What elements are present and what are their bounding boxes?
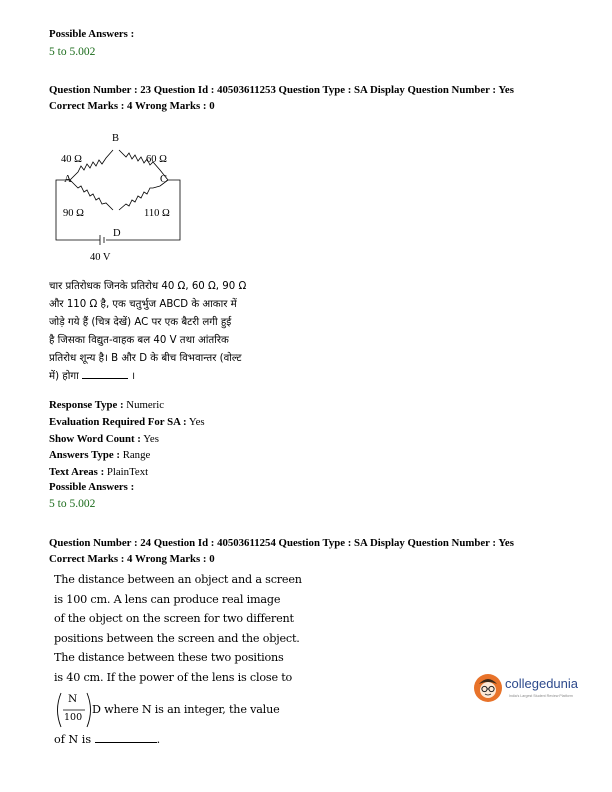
answer-blank	[82, 370, 128, 379]
q23-question-body	[49, 278, 299, 386]
meta-value: Range	[122, 449, 151, 462]
q24-line: The distance between these two positions	[54, 651, 284, 665]
q24-question-body	[54, 570, 304, 688]
q24-fraction-line	[54, 690, 314, 730]
q23-circuit-diagram	[50, 124, 190, 264]
q23-line: चार प्रतिरोधक जिनके प्रतिरोध 40 Ω, 60 Ω, 90 Ω	[49, 281, 247, 292]
meta-label: Text Areas :	[49, 466, 105, 479]
q24-header-line1: Question Number : 24 Question Id : 40503611254 Question Type : SA Display Question Number : Yes	[49, 537, 514, 549]
fraction-numerator: N	[68, 693, 78, 705]
collegedunia-logo	[473, 670, 601, 706]
node-c-label: C	[160, 174, 168, 185]
meta-row	[49, 397, 205, 414]
node-a-label: A	[64, 174, 72, 185]
r-bc-label: 60 Ω	[146, 154, 167, 165]
q23-meta	[49, 397, 205, 481]
mascot-icon	[473, 672, 503, 704]
q23-line: और 110 Ω है, एक चतुर्भुज ABCD के आकार में	[49, 299, 237, 310]
q23-possible-answers-value: 5 to 5.002	[49, 498, 96, 510]
logo-tagline: India's Largest Student Review Platform	[509, 694, 573, 698]
q23-line: में) होगा	[49, 371, 79, 382]
meta-label: Show Word Count :	[49, 432, 141, 445]
q24-header-line2: Correct Marks : 4 Wrong Marks : 0	[49, 553, 215, 565]
meta-label: Answers Type :	[49, 449, 120, 462]
meta-label: Evaluation Required For SA :	[49, 415, 187, 428]
meta-value: Numeric	[126, 399, 165, 411]
q23-possible-answers-label: Possible Answers :	[49, 481, 135, 493]
q24-line: of the object on the screen for two different	[54, 612, 294, 626]
q24-last-text: of N is	[54, 733, 92, 746]
q23-last-line	[49, 368, 299, 386]
q24-line: positions between the screen and the object.	[54, 631, 300, 645]
q23-line: है जिसका विद्युत-वाहक बल 40 V तथा आंतरिक	[49, 335, 229, 346]
r-ab-label: 40 Ω	[61, 154, 82, 165]
possible-answers-value: 5 to 5.002	[49, 46, 96, 58]
q23-header-line1: Question Number : 23 Question Id : 40503611253 Question Type : SA Display Question Number : Yes	[49, 84, 514, 96]
meta-value: Yes	[188, 415, 205, 428]
answer-blank	[95, 734, 157, 743]
meta-row	[49, 414, 205, 431]
meta-value: Yes	[143, 432, 159, 445]
fraction-denominator: 100	[64, 712, 83, 723]
q24-last-end: .	[156, 733, 161, 746]
node-b-label: B	[112, 133, 120, 144]
meta-row	[49, 447, 205, 464]
q24-line: The distance between an object and a screen	[54, 573, 302, 586]
logo-wordmark: collegedunia	[505, 676, 579, 691]
q23-line: प्रतिरोध शून्य है। B और D के बीच विभवान्तर (वोल्ट	[49, 353, 242, 364]
r-dc-label: 110 Ω	[144, 208, 170, 219]
q24-last-line	[54, 733, 160, 746]
q23-line: जोड़े गये हैं (चित्र देखें) AC पर एक बैटरी लगी हुई	[49, 317, 232, 328]
r-ad-label: 90 Ω	[63, 208, 84, 219]
q24-line: is 100 cm. A lens can produce real image	[54, 592, 281, 606]
meta-row	[49, 464, 205, 481]
q24-line: is 40 cm. If the power of the lens is close to	[54, 670, 293, 684]
node-d-label: D	[113, 228, 121, 239]
q23-header-line2: Correct Marks : 4 Wrong Marks : 0	[49, 100, 215, 112]
meta-value: PlainText	[106, 466, 149, 479]
possible-answers-label: Possible Answers :	[49, 28, 135, 40]
battery-label: 40 V	[90, 252, 111, 263]
fraction-after-text: D where N is an integer, the value	[92, 703, 280, 716]
meta-row	[49, 431, 205, 448]
meta-label: Response Type :	[49, 399, 124, 411]
q23-line-end: ।	[131, 371, 136, 382]
resistor-ad	[70, 180, 113, 210]
